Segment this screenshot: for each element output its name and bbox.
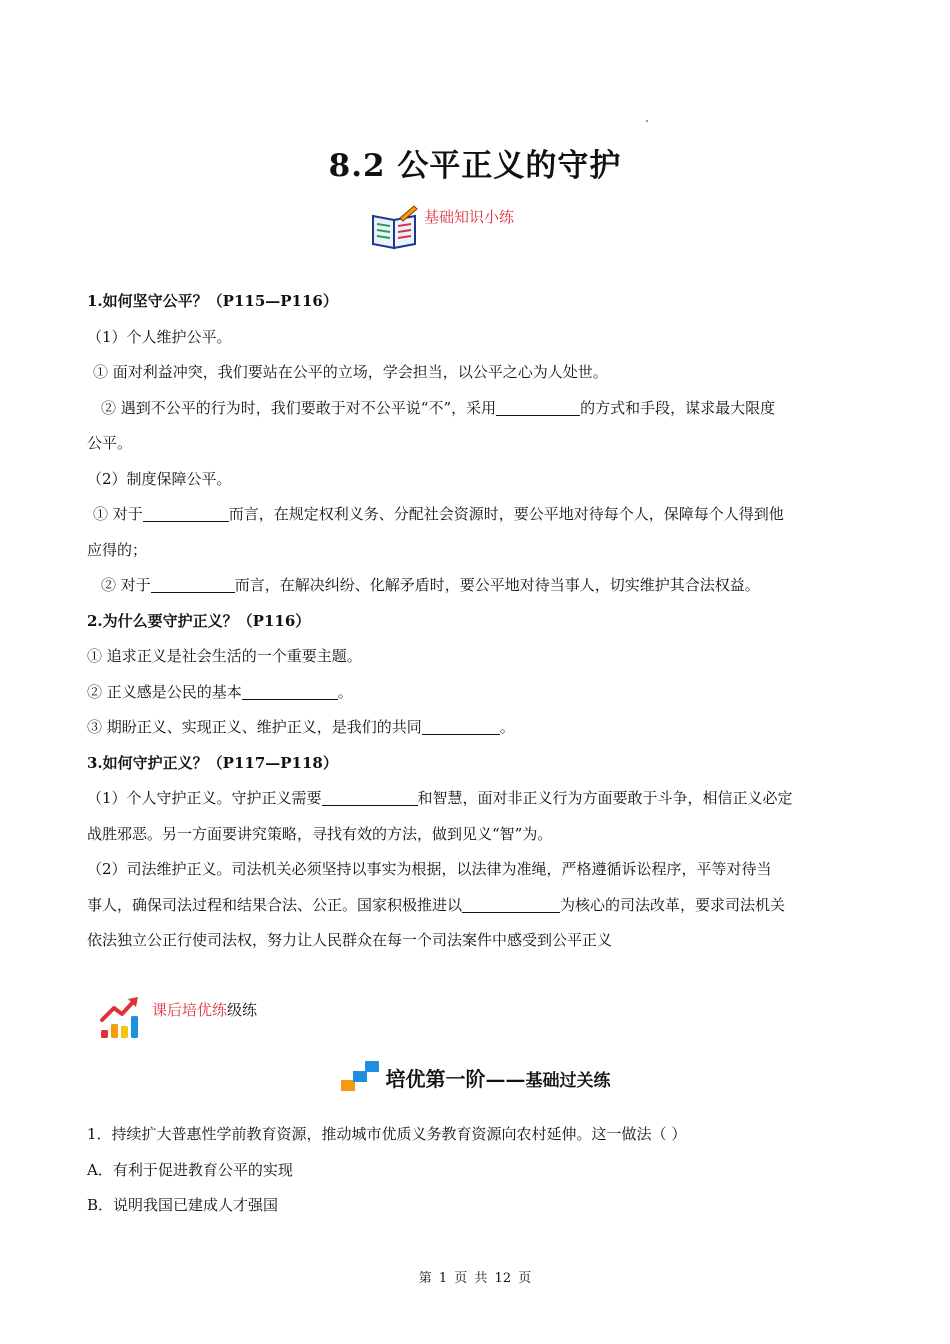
section-fairness — [87, 284, 867, 959]
question-stem: 1．持续扩大普惠性学前教育资源，推动城市优质义务教育资源向农村延伸。这一做法（ ） — [87, 1125, 687, 1143]
question-1 — [87, 1117, 867, 1224]
fill-blank[interactable] — [322, 787, 418, 806]
fill-blank[interactable] — [462, 894, 560, 913]
fill-blank[interactable] — [151, 574, 235, 593]
text-line: ② 正义感是公民的基本 。 — [87, 682, 353, 701]
text-line: ② 对于 而言，在解决纠纷、化解矛盾时，要公平地对待当事人，切实维护其合法权益。 — [101, 576, 760, 594]
basic-knowledge-badge — [370, 204, 514, 250]
fill-blank[interactable] — [496, 397, 580, 416]
text-line: （1）个人守护正义。守护正义需要 和智慧，面对非正义行为方面要敢于斗争，相信正义必定 — [87, 789, 793, 807]
text-line: （2）司法维护正义。司法机关必须坚持以事实为根据，以法律为准绳，严格遵循诉讼程序，平等对待当 — [87, 860, 772, 878]
fill-blank[interactable] — [242, 681, 338, 700]
option-a[interactable]: A．有利于促进教育公平的实现 — [87, 1160, 293, 1179]
text-line: ③ 期盼正义、实现正义、维护正义，是我们的共同 。 — [87, 718, 515, 736]
text-line: ① 对于 而言，在规定权利义务、分配社会资源时，要公平地对待每个人，保障每个人得到他 — [93, 505, 784, 523]
basic-knowledge-label: 基础知识小练 — [424, 208, 515, 226]
stage-title: 培优第一阶——基础过关练 — [385, 1067, 611, 1091]
stairs-icon — [340, 1060, 380, 1092]
text-line: ① 面对利益冲突，我们要站在公平的立场，学会担当，以公平之心为人处世。 — [93, 363, 608, 381]
text-line: （2）制度保障公平。 — [87, 469, 232, 488]
growth-chart-icon — [100, 996, 142, 1040]
page-title: 8.2 公平正义的守护 — [328, 148, 622, 184]
stage-heading — [0, 1060, 950, 1092]
fill-blank[interactable] — [422, 716, 500, 735]
after-class-label: 课后培优练级练 — [152, 1001, 258, 1019]
section-heading: 3.如何守护正义？（P117—P118） — [87, 753, 338, 772]
text-line: ① 追求正义是社会生活的一个重要主题。 — [87, 647, 362, 665]
text-line: 公平。 — [87, 434, 133, 452]
stray-dot — [646, 120, 648, 122]
text-line: （1）个人维护公平。 — [87, 327, 232, 346]
text-line: 事人，确保司法过程和结果合法、公正。国家积极推进以 为核心的司法改革，要求司法机关 — [87, 895, 786, 914]
section-heading: 2.为什么要守护正义？（P116） — [87, 611, 311, 630]
book-icon — [370, 204, 420, 250]
section-heading: 1.如何坚守公平？（P115—P116） — [87, 292, 338, 310]
after-class-badge — [100, 996, 257, 1040]
text-line: 战胜邪恶。另一方面要讲究策略，寻找有效的方法，做到见义“智”为。 — [87, 824, 553, 843]
text-line: 应得的； — [87, 540, 148, 559]
option-b[interactable]: B．说明我国已建成人才强国 — [87, 1196, 279, 1214]
text-line: 依法独立公正行使司法权，努力让人民群众在每一个司法案件中感受到公平正义 — [87, 931, 613, 949]
text-line: ② 遇到不公平的行为时，我们要敢于对不公平说“不”，采用 的方式和手段，谋求最大限度 — [101, 398, 776, 417]
page-footer: 第 1 页 共 12 页 — [418, 1271, 532, 1286]
fill-blank[interactable] — [143, 503, 229, 522]
